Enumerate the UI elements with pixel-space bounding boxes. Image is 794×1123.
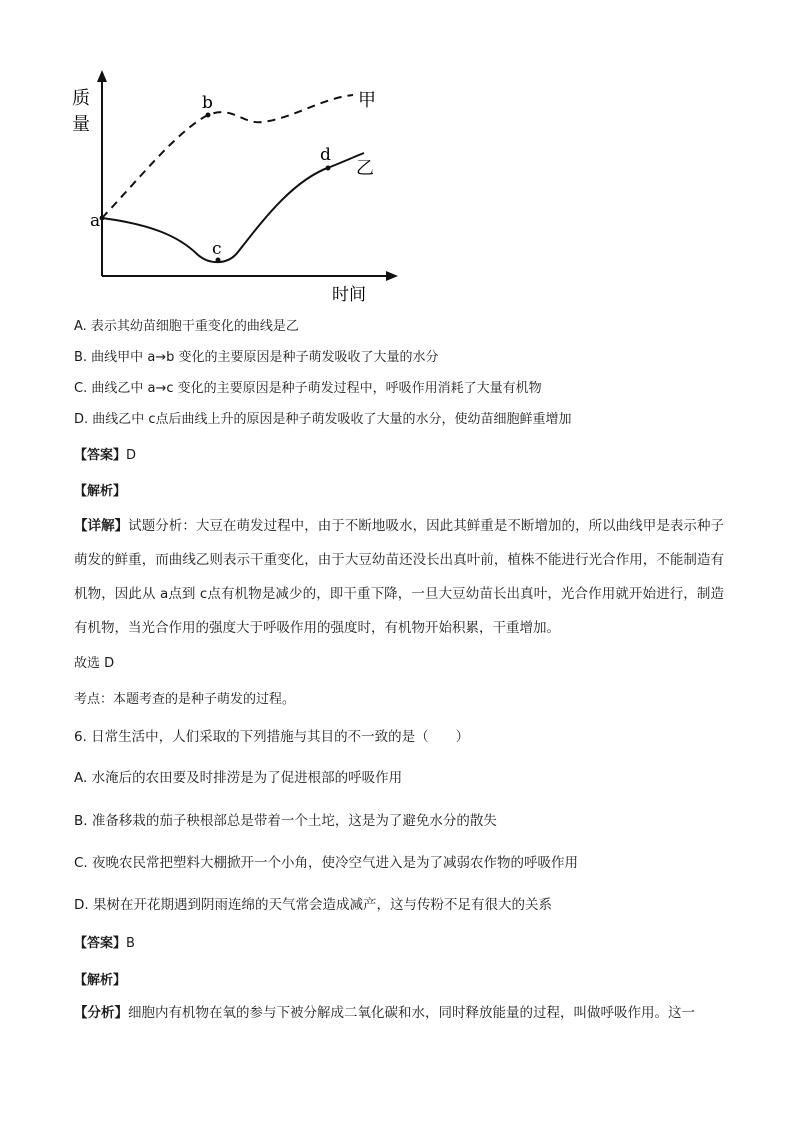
q5-kaodian: 考点：本题考查的是种子萌发的过程。: [74, 692, 296, 707]
detail-label: 【详解】: [74, 518, 129, 534]
point-d-dot: [326, 166, 331, 171]
y-axis-label-top: 质: [72, 88, 90, 109]
point-a-label: a: [90, 211, 101, 231]
q6-option-b: B. 准备移栽的茄子秧根部总是带着一个土坨，这是为了避免水分的散失: [74, 813, 497, 829]
point-c-label: c: [212, 239, 222, 259]
y-axis-arrow-icon: [97, 70, 107, 82]
q6-analysis-label: 【解析】: [74, 973, 127, 988]
curve-yi: [102, 153, 364, 262]
answer-value: B: [126, 936, 135, 951]
detail-text: 试题分析：大豆在萌发过程中，由于不断地吸水，因此其鲜重是不断增加的，所以曲线甲是表示种子萌发的鲜重，而曲线乙则表示干重变化，由于大豆幼苗还没长出真叶前，植株不能进行光合作用，不能制造有机物，因此从 a点到 c点有机物是减少的，即干重下降，一旦大豆幼苗长出真叶，光合作用就开始进行，制造有机物，当光合作用的强度大于呼吸作用的强度时，有机物开始积累，干重增加。: [74, 518, 725, 636]
q5-option-c: C. 曲线乙中 a→c 变化的主要原因是种子萌发过程中，呼吸作用消耗了大量有机物: [74, 381, 542, 396]
q5-choose: 故选 D: [74, 656, 115, 671]
answer-label: 【答案】: [74, 936, 127, 951]
curve-yi-label: 乙: [356, 158, 374, 179]
fenxi-text: 细胞内有机物在氧的参与下被分解成二氧化碳和水，同时释放能量的过程，叫做呼吸作用。这一: [128, 1005, 695, 1021]
q5-detail-paragraph: [74, 509, 724, 645]
q5-option-b: B. 曲线甲中 a→b 变化的主要原因是种子萌发吸收了大量的水分: [74, 350, 439, 365]
q5-option-a: A. 表示其幼苗细胞干重变化的曲线是乙: [74, 319, 299, 334]
answer-value: D: [126, 448, 137, 463]
point-d-label: d: [320, 145, 331, 165]
q5-analysis-label: 【解析】: [74, 484, 127, 499]
curve-jia: [102, 95, 353, 218]
q5-option-d: D. 曲线乙中 c点后曲线上升的原因是种子萌发吸收了大量的水分，使幼苗细胞鲜重增加: [74, 412, 572, 427]
point-a-dot: [100, 216, 105, 221]
q6-option-a: A. 水淹后的农田要及时排涝是为了促进根部的呼吸作用: [74, 770, 403, 786]
curve-jia-label: 甲: [358, 90, 376, 111]
q6-stem: 6. 日常生活中，人们采取的下列措施与其目的不一致的是（ ）: [74, 729, 470, 745]
fenxi-label: 【分析】: [74, 1005, 128, 1021]
x-axis-label: 时间: [332, 285, 366, 305]
point-b-label: b: [202, 93, 213, 113]
x-axis-arrow-icon: [386, 271, 398, 281]
point-b-dot: [206, 113, 211, 118]
y-axis-label-bottom: 量: [72, 114, 90, 135]
q6-option-c: C. 夜晚农民常把塑料大棚掀开一个小角，使冷空气进入是为了减弱农作物的呼吸作用: [74, 855, 579, 871]
answer-label: 【答案】: [74, 448, 127, 463]
q5-answer: [74, 447, 136, 465]
q6-option-d: D. 果树在开花期遇到阴雨连绵的天气常会造成减产，这与传粉不足有很大的关系: [74, 897, 552, 913]
q6-answer: [74, 935, 135, 953]
q6-fenxi-paragraph: [74, 996, 724, 1030]
mass-time-graph: [68, 60, 398, 310]
seed-germination-figure: [68, 60, 398, 310]
